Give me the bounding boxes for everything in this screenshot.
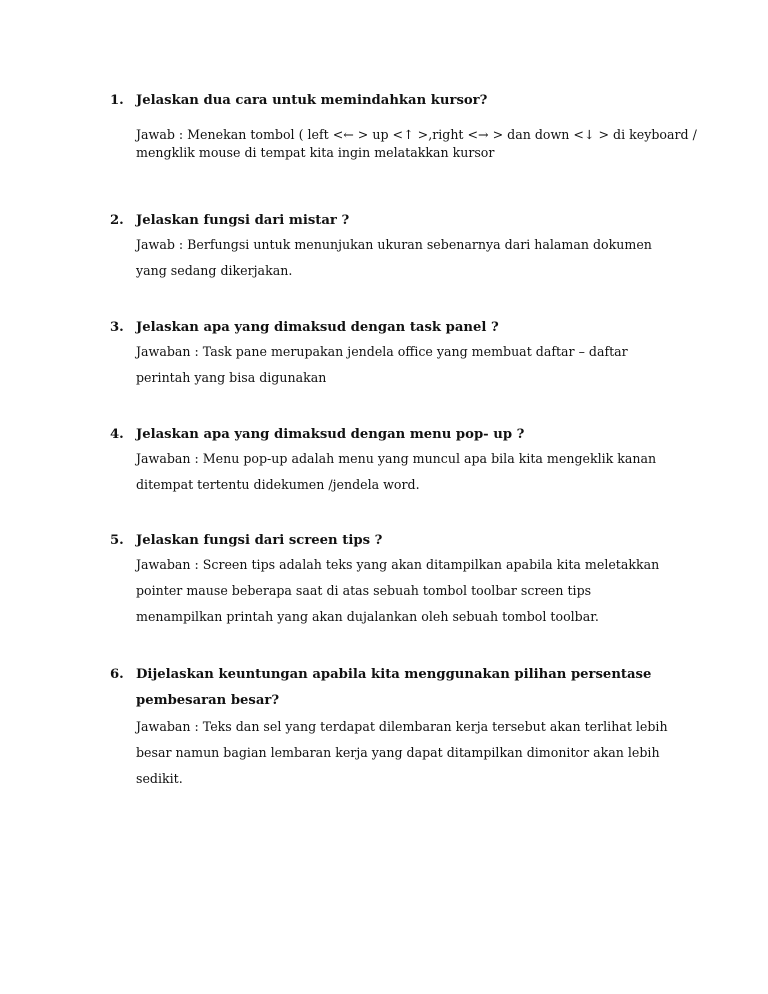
question-text: pembesaran besar? bbox=[136, 693, 280, 708]
answer bbox=[110, 714, 690, 792]
answer-line: pointer mause beberapa saat di atas sebuah tombol toolbar screen tips bbox=[136, 583, 592, 598]
question-text: Jelaskan fungsi dari mistar ? bbox=[136, 213, 350, 228]
answer-line: sedikit. bbox=[136, 771, 183, 786]
question-text: Jelaskan fungsi dari screen tips ? bbox=[136, 533, 383, 548]
question-title bbox=[110, 90, 690, 112]
question-title bbox=[110, 662, 690, 714]
answer-line: Jawaban : Menu pop-up adalah menu yang muncul apa bila kita mengeklik kanan bbox=[136, 451, 657, 466]
answer-line: besar namun bagian lembaran kerja yang dapat ditampilkan dimonitor akan lebih bbox=[136, 745, 660, 760]
question-text: Jelaskan apa yang dimaksud dengan menu pop- up ? bbox=[136, 427, 525, 442]
question-5 bbox=[110, 530, 690, 630]
answer bbox=[110, 126, 697, 162]
answer-line: menampilkan printah yang akan dujalankan oleh sebuah tombol toolbar. bbox=[136, 609, 599, 624]
question-2 bbox=[110, 210, 690, 284]
question-3 bbox=[110, 317, 690, 391]
question-6 bbox=[110, 662, 690, 792]
question-1 bbox=[110, 90, 697, 162]
question-number: 5. bbox=[110, 533, 124, 548]
answer bbox=[110, 552, 690, 630]
question-text: Jelaskan apa yang dimaksud dengan task panel ? bbox=[136, 320, 499, 335]
question-number: 4. bbox=[110, 427, 124, 442]
answer-line: mengklik mouse di tempat kita ingin melatakkan kursor bbox=[136, 145, 495, 160]
answer-line: Jawaban : Teks dan sel yang terdapat dilembaran kerja tersebut akan terlihat lebih bbox=[136, 719, 668, 734]
question-text: Dijelaskan keuntungan apabila kita menggunakan pilihan persentase bbox=[136, 667, 652, 682]
answer-line: Jawab : Berfungsi untuk menunjukan ukuran sebenarnya dari halaman dokumen bbox=[136, 237, 652, 252]
question-title bbox=[110, 530, 690, 552]
question-title bbox=[110, 424, 690, 446]
answer-line: perintah yang bisa digunakan bbox=[136, 370, 327, 385]
answer bbox=[110, 446, 690, 498]
answer-line: Jawab : Menekan tombol ( left <← > up <↑ >,right <→ > dan down <↓ > di keyboard / bbox=[136, 127, 697, 142]
answer bbox=[110, 232, 690, 284]
question-number: 3. bbox=[110, 320, 124, 335]
question-number: 6. bbox=[110, 667, 124, 682]
question-4 bbox=[110, 424, 690, 498]
question-title bbox=[110, 317, 690, 339]
question-title bbox=[110, 210, 690, 232]
answer-line: Jawaban : Screen tips adalah teks yang akan ditampilkan apabila kita meletakkan bbox=[136, 557, 660, 572]
answer-line: Jawaban : Task pane merupakan jendela office yang membuat daftar – daftar bbox=[136, 344, 628, 359]
question-number: 1. bbox=[110, 93, 124, 108]
answer-line: ditempat tertentu didekumen /jendela word. bbox=[136, 477, 420, 492]
answer bbox=[110, 339, 690, 391]
question-text: Jelaskan dua cara untuk memindahkan kursor? bbox=[136, 93, 488, 108]
answer-line: yang sedang dikerjakan. bbox=[136, 263, 293, 278]
question-number: 2. bbox=[110, 213, 124, 228]
